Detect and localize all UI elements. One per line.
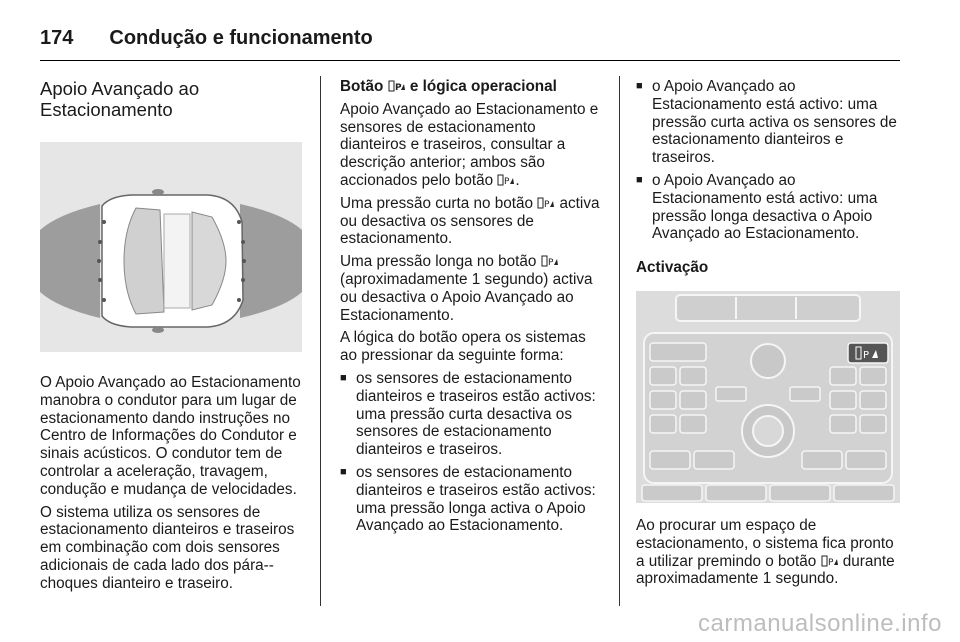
column-3: [636, 78, 904, 593]
long-press-a: Uma pressão longa no botão: [340, 253, 537, 271]
heading-part-a: Botão: [340, 78, 384, 95]
svg-text:P: P: [863, 349, 870, 361]
list-item: ■ o Apoio Avançado ao Estacionamento está activo: uma pressão curta activa os sensores de estacionamento dianteiros e traseiros.: [636, 78, 904, 167]
activation-paragraph: [636, 517, 904, 588]
page-number: 174: [40, 26, 74, 49]
long-press-b: (aproximadamente 1 segundo) activa ou desactiva o Apoio Avançado ao Estacionamento.: [340, 270, 593, 324]
logic-paragraph: A lógica do botão opera os sistemas ao pressionar da seguinte forma:: [340, 329, 586, 365]
column-divider-1: [320, 76, 321, 606]
sensors-paragraph: O sistema utiliza os sensores de estacionamento dianteiros e traseiros em combinação com dois sensores adicionais de cada lado dos pára--choques dianteiro e traseiro.: [40, 503, 295, 592]
list-item: ■ o Apoio Avançado ao Estacionamento está activo: uma pressão longa desactiva o Apoio Avançado ao Estacionamento.: [636, 172, 904, 243]
activation-text-a: Ao procurar um espaço de estacionamento, o sistema fica pronto a utilizar premindo o botão: [636, 516, 894, 570]
svg-text:P: P: [394, 83, 402, 92]
button-desc-paragraph: [340, 101, 606, 190]
column-2: [340, 78, 606, 540]
short-press-b: activa ou desactiva os sensores de estacionamento.: [340, 194, 600, 248]
logic-list: [340, 370, 606, 535]
center-console-illustration: [636, 291, 900, 503]
parking-button-icon: [497, 174, 515, 186]
logic-list-continued: [636, 78, 904, 243]
short-press-a: Uma pressão curta no botão: [340, 194, 534, 212]
list-item: ■ os sensores de estacionamento dianteiros e traseiros estão activos: uma pressão longa activa o Apoio Avançado ao Estacionamento.: [340, 464, 606, 535]
short-press-paragraph: [340, 195, 606, 248]
button-desc-text: Apoio Avançado ao Estacionamento e sensores de estacionamento dianteiros e traseiros, consultar a descrição anterior; ambos são accionados pelo botão: [340, 100, 599, 189]
watermark: carmanualsonline.info: [698, 610, 942, 637]
chapter-title: Condução e funcionamento: [109, 26, 373, 49]
intro-paragraph: O Apoio Avançado ao Estacionamento manobra o condutor para um lugar de estacionamento dando instruções no Centro de Informações do Condutor e sinais acústicos. O condutor tem de controlar a aceleração, travagem, condução e mudança de velocidades.: [40, 374, 301, 498]
parking-button-icon: [541, 255, 559, 267]
parking-sensor-illustration: [40, 142, 302, 352]
parking-button-icon: [821, 555, 839, 567]
svg-text:P: P: [504, 176, 510, 186]
svg-text:P: P: [544, 199, 550, 209]
section-title: Apoio Avançado ao Estacionamento: [40, 78, 200, 120]
button-desc-end: .: [515, 171, 520, 189]
svg-text:P: P: [827, 557, 833, 567]
page-header: [40, 18, 900, 58]
button-logic-heading: [340, 78, 606, 96]
heading-part-b: e lógica operacional: [409, 78, 557, 95]
column-1: [40, 78, 306, 598]
parking-button-icon: [537, 197, 555, 209]
activation-heading: Activação: [636, 259, 709, 277]
list-item: ■ os sensores de estacionamento dianteiros e traseiros estão activos: uma pressão curta desactiva os sensores de estacionamento dianteiros e traseiros.: [340, 370, 606, 459]
header-rule: [40, 60, 900, 61]
column-divider-2: [619, 76, 620, 606]
long-press-paragraph: [340, 253, 606, 324]
activation-text-b: durante aproximadamente 1 segundo.: [636, 552, 895, 588]
svg-text:P: P: [547, 258, 554, 268]
parking-button-icon: [388, 80, 406, 92]
